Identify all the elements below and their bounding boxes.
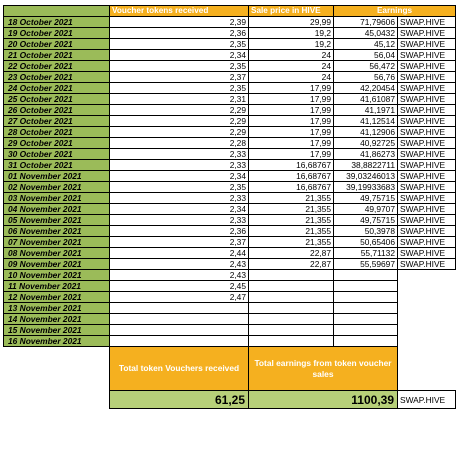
earnings-cell[interactable]: 49,75715 (334, 215, 398, 226)
header-blank-date (4, 6, 110, 17)
currency-cell[interactable]: SWAP.HIVE (398, 61, 456, 72)
date-cell[interactable]: 13 November 2021 (4, 303, 110, 314)
date-cell[interactable]: 04 November 2021 (4, 204, 110, 215)
price-cell[interactable]: 24 (249, 50, 334, 61)
header-price[interactable]: Sale price in HIVE (249, 6, 334, 17)
earnings-cell[interactable]: 45,0432 (334, 28, 398, 39)
earnings-cell[interactable]: 49,75715 (334, 193, 398, 204)
table-row (4, 160, 456, 171)
date-cell[interactable]: 23 October 2021 (4, 72, 110, 83)
earnings-cell[interactable]: 50,65406 (334, 237, 398, 248)
earnings-cell[interactable]: 56,472 (334, 61, 398, 72)
totals-value-spacer (4, 391, 110, 409)
vouchers-cell[interactable]: 2,29 (110, 116, 249, 127)
date-cell[interactable]: 12 November 2021 (4, 292, 110, 303)
price-cell[interactable]: 16,68767 (249, 160, 334, 171)
price-cell[interactable]: 19,2 (249, 39, 334, 50)
total-earnings-value[interactable]: 1100,39 (249, 391, 398, 409)
vouchers-cell[interactable] (110, 336, 249, 347)
date-cell[interactable]: 31 October 2021 (4, 160, 110, 171)
price-cell[interactable]: 22,87 (249, 259, 334, 270)
earnings-cell[interactable]: 45,12 (334, 39, 398, 50)
date-cell[interactable]: 30 October 2021 (4, 149, 110, 160)
vouchers-cell[interactable]: 2,34 (110, 171, 249, 182)
vouchers-cell[interactable]: 2,33 (110, 215, 249, 226)
total-vouchers-label[interactable]: Total token Vouchers received (110, 347, 249, 391)
vouchers-cell[interactable]: 2,29 (110, 127, 249, 138)
header-vouchers[interactable]: Voucher tokens received (110, 6, 249, 17)
earnings-cell[interactable]: 49,9707 (334, 204, 398, 215)
earnings-cell[interactable]: 41,12514 (334, 116, 398, 127)
date-cell[interactable]: 10 November 2021 (4, 270, 110, 281)
earnings-cell[interactable]: 41,1971 (334, 105, 398, 116)
vouchers-cell[interactable]: 2,35 (110, 83, 249, 94)
vouchers-cell[interactable]: 2,44 (110, 248, 249, 259)
totals-value-row (4, 391, 456, 409)
price-cell[interactable] (249, 292, 334, 303)
earnings-cell[interactable]: 40,92725 (334, 138, 398, 149)
date-cell[interactable]: 05 November 2021 (4, 215, 110, 226)
earnings-cell[interactable]: 56,04 (334, 50, 398, 61)
currency-cell[interactable]: SWAP.HIVE (398, 171, 456, 182)
price-cell[interactable]: 19,2 (249, 28, 334, 39)
total-earnings-label[interactable]: Total earnings from token voucher sales (249, 347, 398, 391)
table-row (4, 105, 456, 116)
price-cell[interactable]: 21,355 (249, 215, 334, 226)
table-row (4, 28, 456, 39)
price-cell[interactable]: 24 (249, 72, 334, 83)
price-cell[interactable] (249, 314, 334, 325)
earnings-cell[interactable]: 55,71132 (334, 248, 398, 259)
vouchers-cell[interactable]: 2,37 (110, 72, 249, 83)
earnings-cell[interactable] (334, 270, 398, 281)
date-cell[interactable]: 29 October 2021 (4, 138, 110, 149)
earnings-cell[interactable] (334, 303, 398, 314)
table-row (4, 138, 456, 149)
date-cell[interactable]: 09 November 2021 (4, 259, 110, 270)
price-cell[interactable]: 17,99 (249, 138, 334, 149)
totals-spacer-right (398, 347, 456, 391)
date-cell[interactable]: 24 October 2021 (4, 83, 110, 94)
price-cell[interactable]: 17,99 (249, 127, 334, 138)
earnings-cell[interactable]: 41,12906 (334, 127, 398, 138)
table-row (4, 314, 456, 325)
date-cell[interactable]: 18 October 2021 (4, 17, 110, 28)
table-row (4, 270, 456, 281)
vouchers-cell[interactable]: 2,35 (110, 182, 249, 193)
vouchers-cell[interactable]: 2,34 (110, 50, 249, 61)
header-row (4, 6, 456, 17)
date-cell[interactable]: 25 October 2021 (4, 94, 110, 105)
price-cell[interactable]: 17,99 (249, 94, 334, 105)
vouchers-cell[interactable] (110, 303, 249, 314)
table-row (4, 171, 456, 182)
table-row (4, 116, 456, 127)
vouchers-cell[interactable]: 2,28 (110, 138, 249, 149)
currency-cell[interactable] (398, 325, 456, 336)
date-cell[interactable]: 01 November 2021 (4, 171, 110, 182)
currency-cell[interactable]: SWAP.HIVE (398, 50, 456, 61)
earnings-cell[interactable] (334, 281, 398, 292)
currency-cell[interactable] (398, 303, 456, 314)
table-row (4, 94, 456, 105)
date-cell[interactable]: 20 October 2021 (4, 39, 110, 50)
currency-cell[interactable]: SWAP.HIVE (398, 259, 456, 270)
earnings-cell[interactable] (334, 336, 398, 347)
vouchers-cell[interactable]: 2,37 (110, 237, 249, 248)
earnings-cell[interactable] (334, 325, 398, 336)
date-cell[interactable]: 02 November 2021 (4, 182, 110, 193)
currency-cell[interactable]: SWAP.HIVE (398, 215, 456, 226)
currency-cell[interactable]: SWAP.HIVE (398, 83, 456, 94)
currency-cell[interactable] (398, 336, 456, 347)
date-cell[interactable]: 19 October 2021 (4, 28, 110, 39)
table-row (4, 83, 456, 94)
vouchers-cell[interactable]: 2,43 (110, 270, 249, 281)
table-row (4, 292, 456, 303)
currency-cell[interactable]: SWAP.HIVE (398, 204, 456, 215)
table-row (4, 61, 456, 72)
price-cell[interactable] (249, 303, 334, 314)
earnings-cell[interactable]: 55,59697 (334, 259, 398, 270)
table-row (4, 237, 456, 248)
currency-cell[interactable]: SWAP.HIVE (398, 149, 456, 160)
date-cell[interactable]: 15 November 2021 (4, 325, 110, 336)
price-cell[interactable]: 21,355 (249, 237, 334, 248)
currency-cell[interactable] (398, 292, 456, 303)
earnings-cell[interactable]: 41,86273 (334, 149, 398, 160)
date-cell[interactable]: 26 October 2021 (4, 105, 110, 116)
table-row (4, 325, 456, 336)
earnings-cell[interactable] (334, 314, 398, 325)
table-row (4, 149, 456, 160)
currency-cell[interactable]: SWAP.HIVE (398, 105, 456, 116)
price-cell[interactable] (249, 270, 334, 281)
table-row (4, 72, 456, 83)
price-cell[interactable]: 17,99 (249, 105, 334, 116)
price-cell[interactable]: 21,355 (249, 204, 334, 215)
currency-cell[interactable]: SWAP.HIVE (398, 226, 456, 237)
vouchers-cell[interactable]: 2,34 (110, 204, 249, 215)
currency-cell[interactable] (398, 270, 456, 281)
date-cell[interactable]: 07 November 2021 (4, 237, 110, 248)
price-cell[interactable]: 16,68767 (249, 171, 334, 182)
price-cell[interactable]: 21,355 (249, 193, 334, 204)
table-row (4, 204, 456, 215)
spreadsheet (3, 5, 456, 409)
currency-cell[interactable]: SWAP.HIVE (398, 39, 456, 50)
table-row (4, 226, 456, 237)
vouchers-cell[interactable]: 2,31 (110, 94, 249, 105)
currency-cell[interactable]: SWAP.HIVE (398, 237, 456, 248)
vouchers-cell[interactable]: 2,35 (110, 61, 249, 72)
price-cell[interactable]: 16,68767 (249, 182, 334, 193)
earnings-cell[interactable] (334, 292, 398, 303)
vouchers-cell[interactable]: 2,33 (110, 160, 249, 171)
currency-cell[interactable]: SWAP.HIVE (398, 248, 456, 259)
table-row (4, 17, 456, 28)
vouchers-cell[interactable]: 2,45 (110, 281, 249, 292)
price-cell[interactable]: 17,99 (249, 149, 334, 160)
price-cell[interactable] (249, 325, 334, 336)
vouchers-cell[interactable]: 2,43 (110, 259, 249, 270)
currency-cell[interactable]: SWAP.HIVE (398, 17, 456, 28)
earnings-cell[interactable]: 71,79606 (334, 17, 398, 28)
vouchers-cell[interactable] (110, 325, 249, 336)
currency-cell[interactable]: SWAP.HIVE (398, 72, 456, 83)
date-cell[interactable]: 21 October 2021 (4, 50, 110, 61)
vouchers-cell[interactable]: 2,36 (110, 28, 249, 39)
earnings-cell[interactable]: 39,19933683 (334, 182, 398, 193)
price-cell[interactable]: 29,99 (249, 17, 334, 28)
date-cell[interactable]: 22 October 2021 (4, 61, 110, 72)
date-cell[interactable]: 03 November 2021 (4, 193, 110, 204)
vouchers-cell[interactable]: 2,47 (110, 292, 249, 303)
date-cell[interactable]: 28 October 2021 (4, 127, 110, 138)
currency-cell[interactable]: SWAP.HIVE (398, 94, 456, 105)
price-cell[interactable] (249, 336, 334, 347)
header-earnings[interactable]: Earnings (334, 6, 456, 17)
currency-cell[interactable]: SWAP.HIVE (398, 127, 456, 138)
vouchers-cell[interactable]: 2,29 (110, 105, 249, 116)
table-row (4, 50, 456, 61)
total-vouchers-value[interactable]: 61,25 (110, 391, 249, 409)
date-cell[interactable]: 11 November 2021 (4, 281, 110, 292)
table-row (4, 193, 456, 204)
currency-cell[interactable]: SWAP.HIVE (398, 28, 456, 39)
date-cell[interactable]: 14 November 2021 (4, 314, 110, 325)
table-row (4, 127, 456, 138)
table-row (4, 303, 456, 314)
currency-cell[interactable]: SWAP.HIVE (398, 138, 456, 149)
price-cell[interactable]: 17,99 (249, 116, 334, 127)
earnings-cell[interactable]: 56,76 (334, 72, 398, 83)
date-cell[interactable]: 08 November 2021 (4, 248, 110, 259)
currency-cell[interactable] (398, 314, 456, 325)
date-cell[interactable]: 27 October 2021 (4, 116, 110, 127)
table-row (4, 39, 456, 50)
currency-cell[interactable] (398, 281, 456, 292)
earnings-table (3, 5, 456, 409)
vouchers-cell[interactable]: 2,33 (110, 149, 249, 160)
currency-cell[interactable]: SWAP.HIVE (398, 182, 456, 193)
table-row (4, 248, 456, 259)
price-cell[interactable]: 22,87 (249, 248, 334, 259)
totals-label-row (4, 347, 456, 391)
table-row (4, 336, 456, 347)
earnings-cell[interactable]: 38,8822711 (334, 160, 398, 171)
table-row (4, 215, 456, 226)
vouchers-cell[interactable] (110, 314, 249, 325)
table-row (4, 281, 456, 292)
earnings-cell[interactable]: 42,20454 (334, 83, 398, 94)
vouchers-cell[interactable]: 2,39 (110, 17, 249, 28)
date-cell[interactable]: 16 November 2021 (4, 336, 110, 347)
currency-cell[interactable]: SWAP.HIVE (398, 193, 456, 204)
date-cell[interactable]: 06 November 2021 (4, 226, 110, 237)
table-row (4, 259, 456, 270)
earnings-cell[interactable]: 50,3978 (334, 226, 398, 237)
vouchers-cell[interactable]: 2,36 (110, 226, 249, 237)
currency-cell[interactable]: SWAP.HIVE (398, 160, 456, 171)
price-cell[interactable]: 21,355 (249, 226, 334, 237)
totals-spacer (4, 347, 110, 391)
earnings-cell[interactable]: 41,61087 (334, 94, 398, 105)
table-row (4, 182, 456, 193)
earnings-cell[interactable]: 39,03246013 (334, 171, 398, 182)
price-cell[interactable]: 17,99 (249, 83, 334, 94)
total-currency[interactable]: SWAP.HIVE (398, 391, 456, 409)
price-cell[interactable] (249, 281, 334, 292)
currency-cell[interactable]: SWAP.HIVE (398, 116, 456, 127)
price-cell[interactable]: 24 (249, 61, 334, 72)
vouchers-cell[interactable]: 2,35 (110, 39, 249, 50)
vouchers-cell[interactable]: 2,33 (110, 193, 249, 204)
